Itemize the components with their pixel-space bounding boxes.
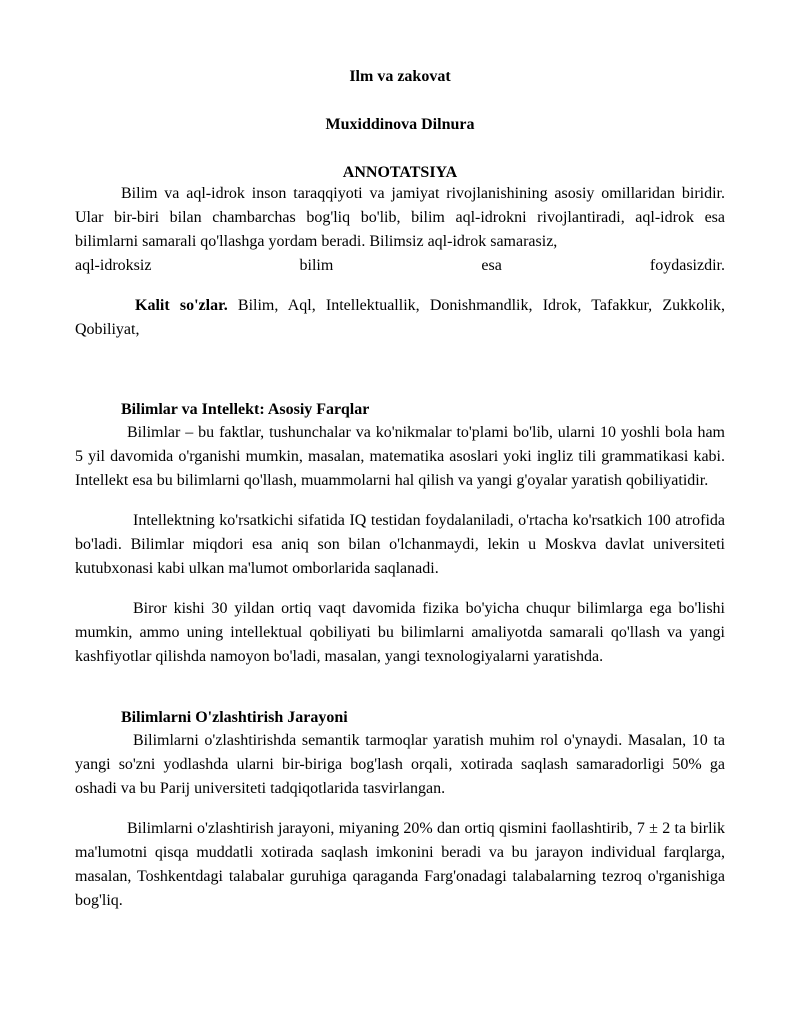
abstract-heading: ANNOTATSIYA [342,164,458,181]
section-paragraph: Bilimlarni o'zlashtirishda semantik tarmoqlar yaratish muhim rol o'ynaydi. Masalan, 10 ta yangi so'zni yodlashda ularni bir-biriga bog'lash orqali, xotirada saqlash samaradorligi 50% ga oshadi va bu Parij universiteti tadqiqotlarida tasvirlangan. [75,732,725,797]
abstract-paragraph-last-line: aql-idroksiz bilim esa foydasizdir. [75,257,725,274]
keywords-label: Kalit so'zlar. [135,297,228,314]
section-heading: Bilimlarni O'zlashtirish Jarayoni [121,709,348,726]
keywords-list: Bilim, Aql, Intellektuallik, Donishmandlik, Idrok, Tafakkur, Zukkolik, Qobiliyat, [75,297,726,338]
section-paragraph: Bilimlar – bu faktlar, tushunchalar va ko'nikmalar to'plami bo'lib, ularni 10 yoshli bola ham 5 yil davomida o'rganishi mumkin, masalan, matematika asoslari yoki ingliz tili grammatikasi kabi. Intellekt esa bu bilimlarni qo'llash, muammolarni hal qilish va yangi g'oyalar yaratish qobiliyatidir. [75,424,725,489]
section-paragraph: Biror kishi 30 yildan ortiq vaqt davomida fizika bo'yicha chuqur bilimlarga ega bo'lishi mumkin, ammo uning intellektual qobiliyati bu bilimlarni amaliyotda samarali qo'llash va yangi kashfiyotlar qilishda namoyon bo'ladi, masalan, yangi texnologiyalarni yaratishda. [75,600,725,665]
abstract-paragraph: Bilim va aql-idrok inson taraqqiyoti va jamiyat rivojlanishining asosiy omillaridan biridir. Ular bir-biri bilan chambarchas bog'liq bo'lib, bilim aql-idrokni rivojlantiradi, aql-idrok esa bilimlarni samarali qo'llashga yordam beradi. Bilimsiz aql-idrok samarasiz, [75,185,725,250]
document-title: Ilm va zakovat [349,68,451,85]
section-paragraph: Bilimlarni o'zlashtirish jarayoni, miyaning 20% dan ortiq qismini faollashtirib, 7 ± 2 ta birlik ma'lumotni qisqa muddatli xotirada saqlash imkonini beradi va bu jarayon individual farqlarga, masalan, Toshkentdagi talabalar guruhiga qaraganda Farg'onadagi talabalarning tezroq o'rganishiga bog'liq. [75,820,725,909]
author-name: Muxiddinova Dilnura [325,116,475,133]
section-heading: Bilimlar va Intellekt: Asosiy Farqlar [121,401,370,418]
keywords [75,294,725,342]
abstract-body [75,182,725,278]
section-paragraph: Intellektning ko'rsatkichi sifatida IQ testidan foydalaniladi, o'rtacha ko'rsatkich 100 atrofida bo'ladi. Bilimlar miqdori esa aniq son bilan o'lchanmaydi, lekin u Moskva davlat universiteti kutubxonasi kabi ulkan ma'lumot omborlarida saqlanadi. [75,512,725,577]
